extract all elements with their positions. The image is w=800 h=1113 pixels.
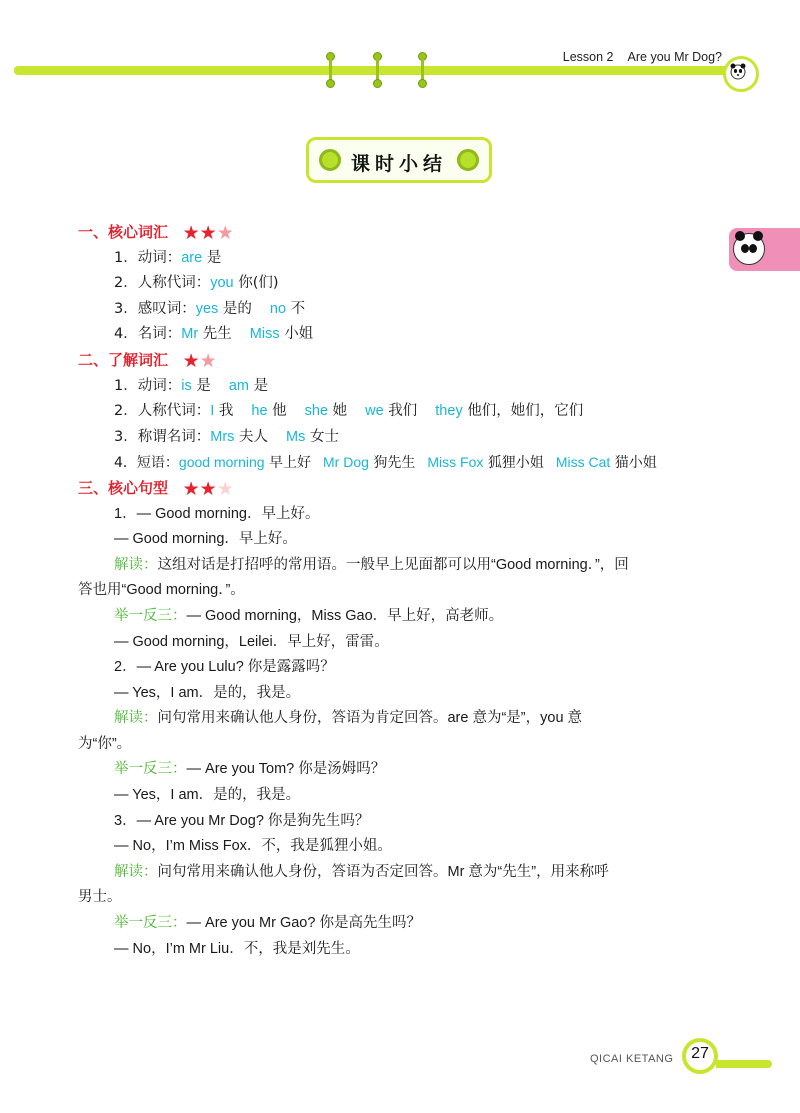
item-number: 1．	[114, 377, 138, 394]
item-label: 称谓名词：	[137, 428, 211, 445]
star-icon: ★	[182, 477, 200, 500]
vocab-item	[78, 246, 728, 272]
english-word: Mr	[181, 326, 199, 343]
item-label: 动词：	[137, 249, 182, 266]
english-word: Mrs	[210, 428, 235, 445]
english-word: yes	[195, 300, 219, 317]
example	[78, 757, 728, 783]
note-label: 解读：	[114, 863, 158, 880]
vocab-item	[78, 322, 728, 348]
english-word: is	[181, 377, 192, 394]
example-text: — Are you Tom? 你是汤姆吗？	[186, 761, 386, 778]
star-icon: ★	[182, 349, 200, 372]
dialogue-line: — Good morning，Leilei．早上好，雷雷。	[114, 633, 389, 650]
english-word: they	[435, 403, 463, 420]
item-label: 感叹词：	[137, 300, 196, 317]
vocab-item	[78, 271, 728, 297]
chinese-meaning: 狐狸小姐	[487, 455, 544, 472]
explanation	[78, 706, 728, 732]
english-word: you	[210, 275, 234, 292]
english-word: Miss	[249, 326, 280, 343]
summary-content	[78, 220, 728, 962]
chinese-meaning: 狗先生	[373, 455, 416, 472]
chinese-meaning: 不	[290, 300, 306, 317]
chinese-meaning: 夫人	[239, 428, 269, 445]
footer-bar	[716, 1060, 772, 1068]
english-word: she	[304, 403, 329, 420]
chinese-meaning: 他	[272, 403, 287, 420]
explanation-continued: 为“你”。	[78, 735, 132, 752]
item-label: 人称代词：	[137, 403, 211, 420]
english-word: Ms	[286, 428, 306, 445]
english-word: Miss Cat	[555, 454, 611, 471]
item-number: 3．	[114, 300, 138, 317]
dialogue-line: — No，I’m Mr Liu．不，我是刘先生。	[114, 940, 360, 957]
vocab-item	[78, 425, 728, 451]
item-label: 短语：	[136, 455, 179, 472]
item-number: 4．	[114, 326, 138, 343]
item-number: 2．	[114, 275, 138, 292]
lesson-title: Are you Mr Dog?	[627, 50, 722, 64]
footer-brand: QICAI KETANG	[590, 1053, 674, 1065]
vocab-item	[78, 399, 728, 425]
note-label: 解读：	[114, 710, 158, 727]
section-title: 二、了解词汇	[78, 350, 169, 369]
item-number: 3．	[114, 428, 138, 445]
example	[78, 911, 728, 937]
explanation-continued: 男士。	[78, 889, 122, 906]
item-number: 2．	[114, 403, 138, 420]
chinese-meaning: 猫小姐	[614, 455, 657, 472]
lesson-summary-title-box	[306, 137, 492, 183]
lesson-number: Lesson 2	[562, 50, 614, 64]
panda-badge-icon	[723, 56, 759, 92]
binder-ring-icon	[373, 52, 382, 88]
section-heading	[78, 348, 728, 374]
green-ball-icon	[457, 149, 479, 171]
vocab-item	[78, 297, 728, 323]
header-bar	[14, 66, 754, 75]
chinese-meaning: 他们，她们，它们	[467, 403, 584, 420]
example	[78, 604, 728, 630]
example-label: 举一反三：	[114, 607, 187, 624]
section-title: 三、核心句型	[78, 478, 169, 497]
page-title: 课时小结	[350, 153, 447, 175]
chinese-meaning: 小姐	[284, 326, 314, 343]
section-heading	[78, 220, 728, 246]
explanation-text: 问句常用来确认他人身份，答语为否定回答。Mr 意为“先生”，用来称呼	[157, 863, 609, 880]
chinese-meaning: 是	[253, 377, 269, 394]
chinese-meaning: 先生	[202, 326, 232, 343]
chinese-meaning: 是的	[222, 300, 252, 317]
item-label: 动词：	[137, 377, 182, 394]
example-label: 举一反三：	[114, 915, 187, 932]
explanation-continued: 答也用“Good morning．”。	[78, 582, 245, 599]
item-number: 4．	[114, 455, 137, 472]
chinese-meaning: 我们	[388, 403, 418, 420]
section-heading	[78, 476, 728, 502]
binder-ring-icon	[326, 52, 335, 88]
explanation-text: 这组对话是打招呼的常用语。一般早上见面都可以用“Good morning．”，回	[157, 556, 629, 573]
chinese-meaning: 女士	[309, 428, 339, 445]
star-icon: ★	[199, 222, 217, 244]
star-icon: ★	[199, 477, 217, 500]
item-label: 名词：	[137, 326, 182, 343]
vocab-item	[78, 374, 728, 400]
chinese-meaning: 是	[196, 377, 211, 394]
section-title: 一、核心词汇	[78, 223, 169, 241]
binder-ring-icon	[418, 52, 427, 88]
dialogue-line: — No，I’m Miss Fox．不，我是狐狸小姐。	[114, 838, 392, 855]
dialogue-line: — Yes，I am．是的，我是。	[114, 684, 301, 701]
dialogue-line: 1．— Good morning．早上好。	[114, 505, 320, 522]
dialogue-line: 3．— Are you Mr Dog? 你是狗先生吗？	[114, 812, 370, 829]
dialogue-line: — Yes，I am．是的，我是。	[114, 787, 301, 804]
dialogue-line: — Good morning．早上好。	[114, 531, 297, 548]
explanation	[78, 860, 728, 886]
english-word: are	[181, 249, 203, 266]
half-star-icon: ★	[216, 222, 234, 244]
dialogue-line: 2．— Are you Lulu? 你是露露吗？	[114, 659, 335, 676]
english-word: Miss Fox	[427, 454, 484, 471]
chinese-meaning: 你(们)	[238, 275, 279, 292]
example-label: 举一反三：	[114, 761, 187, 778]
english-word: Mr Dog	[323, 454, 369, 471]
page-number: 27	[691, 1045, 709, 1062]
english-word: I	[210, 403, 215, 420]
english-word: he	[251, 403, 268, 420]
english-word: no	[269, 300, 287, 317]
star-icon: ★	[182, 222, 200, 244]
chinese-meaning: 早上好	[269, 455, 311, 472]
explanation-text: 问句常用来确认他人身份，答语为肯定回答。are 意为“是”，you 意	[157, 710, 583, 727]
vocab-item	[78, 450, 728, 476]
half-star-icon: ★	[199, 349, 217, 372]
english-word: we	[365, 403, 384, 420]
example-text: — Are you Mr Gao? 你是高先生吗？	[186, 915, 421, 932]
chinese-meaning: 我	[218, 403, 234, 420]
item-label: 人称代词：	[137, 275, 211, 292]
half-star-icon: ★	[216, 477, 234, 500]
lesson-header	[563, 50, 722, 64]
note-label: 解读：	[114, 556, 158, 573]
chinese-meaning: 她	[332, 403, 348, 420]
panda-icon	[733, 233, 765, 265]
chinese-meaning: 是	[206, 249, 222, 266]
english-word: am	[228, 377, 249, 394]
example-text: — Good morning，Miss Gao．早上好，高老师。	[186, 607, 504, 624]
english-word: good morning	[178, 454, 265, 471]
item-number: 1．	[114, 249, 138, 266]
explanation	[78, 553, 728, 579]
